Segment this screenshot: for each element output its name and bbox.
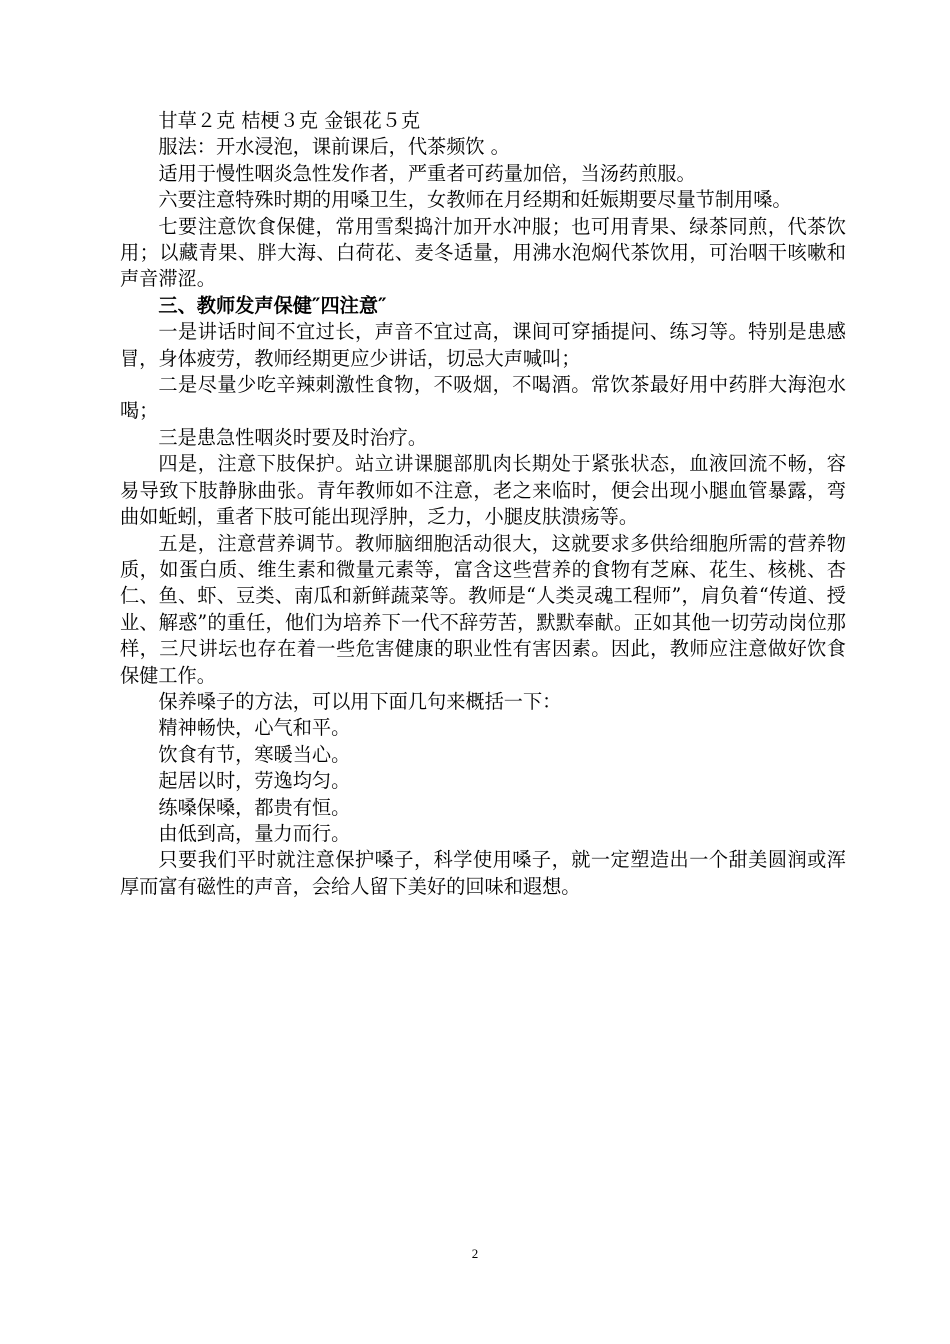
paragraph-note-two: 二是尽量少吃辛辣刺激性食物，不吸烟，不喝酒。常饮茶最好用中药胖大海泡水喝；	[120, 373, 846, 423]
paragraph-usage: 服法：开水浸泡，课前课后，代茶频饮 。	[158, 135, 510, 159]
verse-line-1: 精神畅快，心气和平。	[158, 716, 351, 740]
verse-line-3: 起居以时，劳逸均匀。	[158, 769, 351, 793]
page-number: 2	[471, 1246, 479, 1261]
paragraph-herbs: 甘草２克 桔梗３克 金银花５克	[158, 109, 421, 132]
paragraph-point-seven: 七要注意饮食保健，常用雪梨捣汁加开水冲服；也可用青果、绿茶同煎，代茶饮用；以藏青果、胖大海、白荷花、麦冬适量，用沸水泡焖代茶饮用，可治咽干咳嗽和声音滞涩。	[120, 214, 846, 291]
paragraph-point-six: 六要注意特殊时期的用嗓卫生，女教师在月经期和妊娠期要尽量节制用嗓。	[158, 188, 792, 212]
paragraph-summary-intro: 保养嗓子的方法，可以用下面几句来概括一下：	[158, 689, 562, 713]
section-heading: 三、教师发声保健″四注意″	[158, 293, 387, 317]
paragraph-note-five: 五是，注意营养调节。教师脑细胞活动很大，这就要求多供给细胞所需的营养物质，如蛋白质、维生素和微量元素等，富含这些营养的食物有芝麻、花生、核桃、杏仁、鱼、虾、豆类、南瓜和新鲜蔬菜等。教师是“人类灵魂工程师”，肩负着“传道、授业、解惑”的重任，他们为培养下一代不辞劳苦，默默奉献。正如其他一切劳动岗位那样，三尺讲坛也存在着一些危害健康的职业性有害因素。因此，教师应注意做好饮食保健工作。	[120, 531, 846, 687]
verse-line-5: 由低到高，量力而行。	[158, 821, 351, 845]
paragraph-note-four: 四是，注意下肢保护。站立讲课腿部肌肉长期处于紧张状态，血液回流不畅，容易导致下肢静脉曲张。青年教师如不注意，老之来临时，便会出现小腿血管暴露，弯曲如蚯蚓，重者下肢可能出现浮肿，乏力，小腿皮肤溃疡等。	[120, 452, 846, 529]
paragraph-note-three: 三是患急性咽炎时要及时治疗。	[158, 425, 428, 449]
document-body	[120, 108, 846, 900]
verse-line-4: 练嗓保嗓，都贵有恒。	[158, 795, 351, 819]
paragraph-conclusion: 只要我们平时就注意保护嗓子，科学使用嗓子，就一定塑造出一个甜美圆润或浑厚而富有磁性的声音，会给人留下美好的回味和遐想。	[120, 848, 846, 898]
paragraph-note-one: 一是讲话时间不宜过长，声音不宜过高，课间可穿插提问、练习等。特别是患感冒，身体疲劳，教师经期更应少讲话，切忌大声喊叫；	[120, 320, 846, 370]
paragraph-indication: 适用于慢性咽炎急性发作者，严重者可药量加倍，当汤药煎服。	[158, 161, 696, 185]
verse-line-2: 饮食有节，寒暖当心。	[158, 742, 351, 766]
